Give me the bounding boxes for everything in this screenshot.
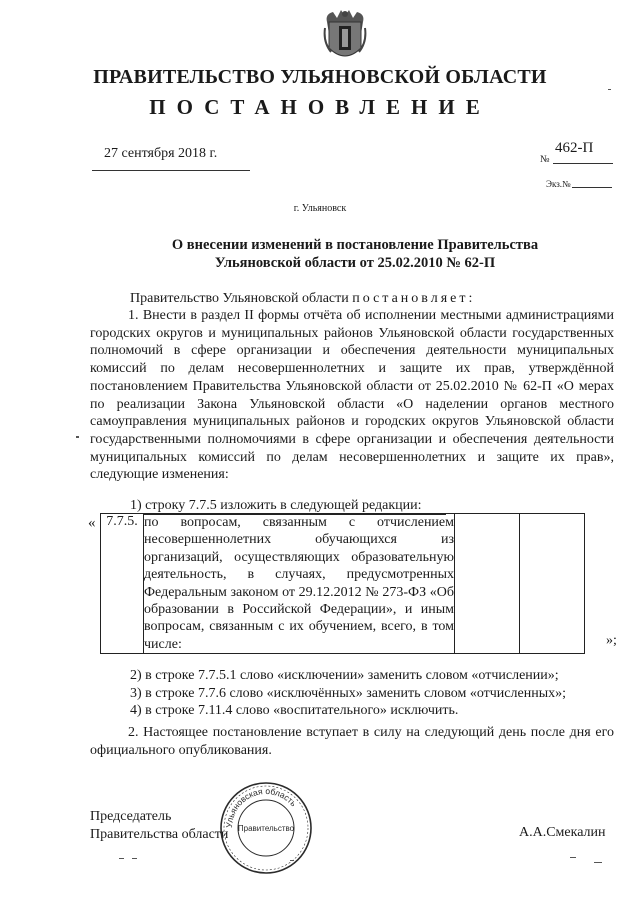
table-open-quote: « (88, 515, 96, 531)
paragraph-2 (90, 724, 614, 759)
intro-text: Правительство Ульяновской области (130, 291, 349, 306)
change-item-2: 2) в строке 7.7.5.1 слово «исключении» заменить словом «отчислении»; (130, 668, 559, 683)
changes-list (130, 667, 566, 720)
number-label: № (540, 154, 550, 165)
document-number: 462-П (555, 140, 594, 156)
amendment-table (100, 513, 585, 654)
change-item-4: 4) в строке 7.11.4 слово «воспитательного» исключить. (130, 703, 459, 719)
change-item-1: 1) строку 7.7.5 изложить в следующей редакции: (130, 498, 422, 513)
empty-cell (455, 514, 520, 654)
paragraph-1 (90, 307, 614, 484)
title-line-1: О внесении изменений в постановление Правительства (171, 237, 539, 253)
signatory-title-line-2: Правительства области (90, 827, 229, 842)
signatory-title-line-1: Председатель (90, 809, 172, 824)
paragraph-1-text: 1. Внести в раздел II формы отчёта об исполнении местными администрациями городских округов и муниципальных районов Ульяновской области государственных полномочий в сфере организации и обеспечения деятельности муниципальных комиссий по делам несовершеннолетних и защите их прав, утверждённой постановлением Правительства Ульяновской области от 25.02.2010 № 62-П «О мерах по реализации Закона Ульяновской области «О наделении органов местного самоуправления муниципальных районов и городских округов Ульяновской области государственными полномочиями в сфере организации и обеспечения деятельности муниципальных комиссий по делам несовершеннолетних и защите их прав», следующие изменения: (90, 308, 614, 483)
row-text-cell: по вопросам, связанным с отчислением несовершеннолетних обучающихся из организаций, осуществляющих образовательную деятельность, в случаях, предусмотренных Федеральным законом от 29.12.2012 № 273-ФЗ «Об образовании в Российской Федерации», и иным вопросам, связанным с их обучением, всего, в том числе: (144, 515, 454, 652)
copy-number-label: Экз.№ (546, 179, 571, 189)
change-item-3: 3) в строке 7.7.6 слово «исключённых» заменить словом «отчисленных»; (130, 685, 566, 701)
signatory-title (90, 808, 228, 844)
table-row (101, 514, 585, 654)
number-underline (553, 163, 613, 164)
document-type: ПОСТАНОВЛЕНИЕ (149, 95, 491, 119)
seal-center-text: Правительство (237, 824, 295, 833)
document-title (150, 236, 560, 272)
date-underline (92, 170, 250, 171)
document-date: 27 сентября 2018 г. (104, 146, 218, 161)
title-line-2: Ульяновской области от 25.02.2010 № 62-П (214, 255, 496, 271)
coat-of-arms-icon (323, 8, 367, 64)
signatory-name: А.А.Смекалин (519, 825, 606, 840)
table-close-quote: »; (606, 633, 617, 648)
city: г. Ульяновск (293, 203, 347, 214)
government-name: ПРАВИТЕЛЬСТВО УЛЬЯНОВСКОЙ ОБЛАСТИ (93, 66, 547, 88)
intro-keyword: постановляет: (352, 291, 476, 306)
seal-ring-text: Ульяновская область (223, 785, 299, 829)
row-number-cell: 7.7.5. (101, 514, 144, 654)
official-seal-icon (218, 780, 314, 876)
paragraph-2-text: 2. Настоящее постановление вступает в силу на следующий день после дня его официального опубликования. (90, 725, 614, 758)
empty-cell (520, 514, 585, 654)
copy-number-underline (572, 187, 612, 188)
intro-line (130, 290, 475, 308)
